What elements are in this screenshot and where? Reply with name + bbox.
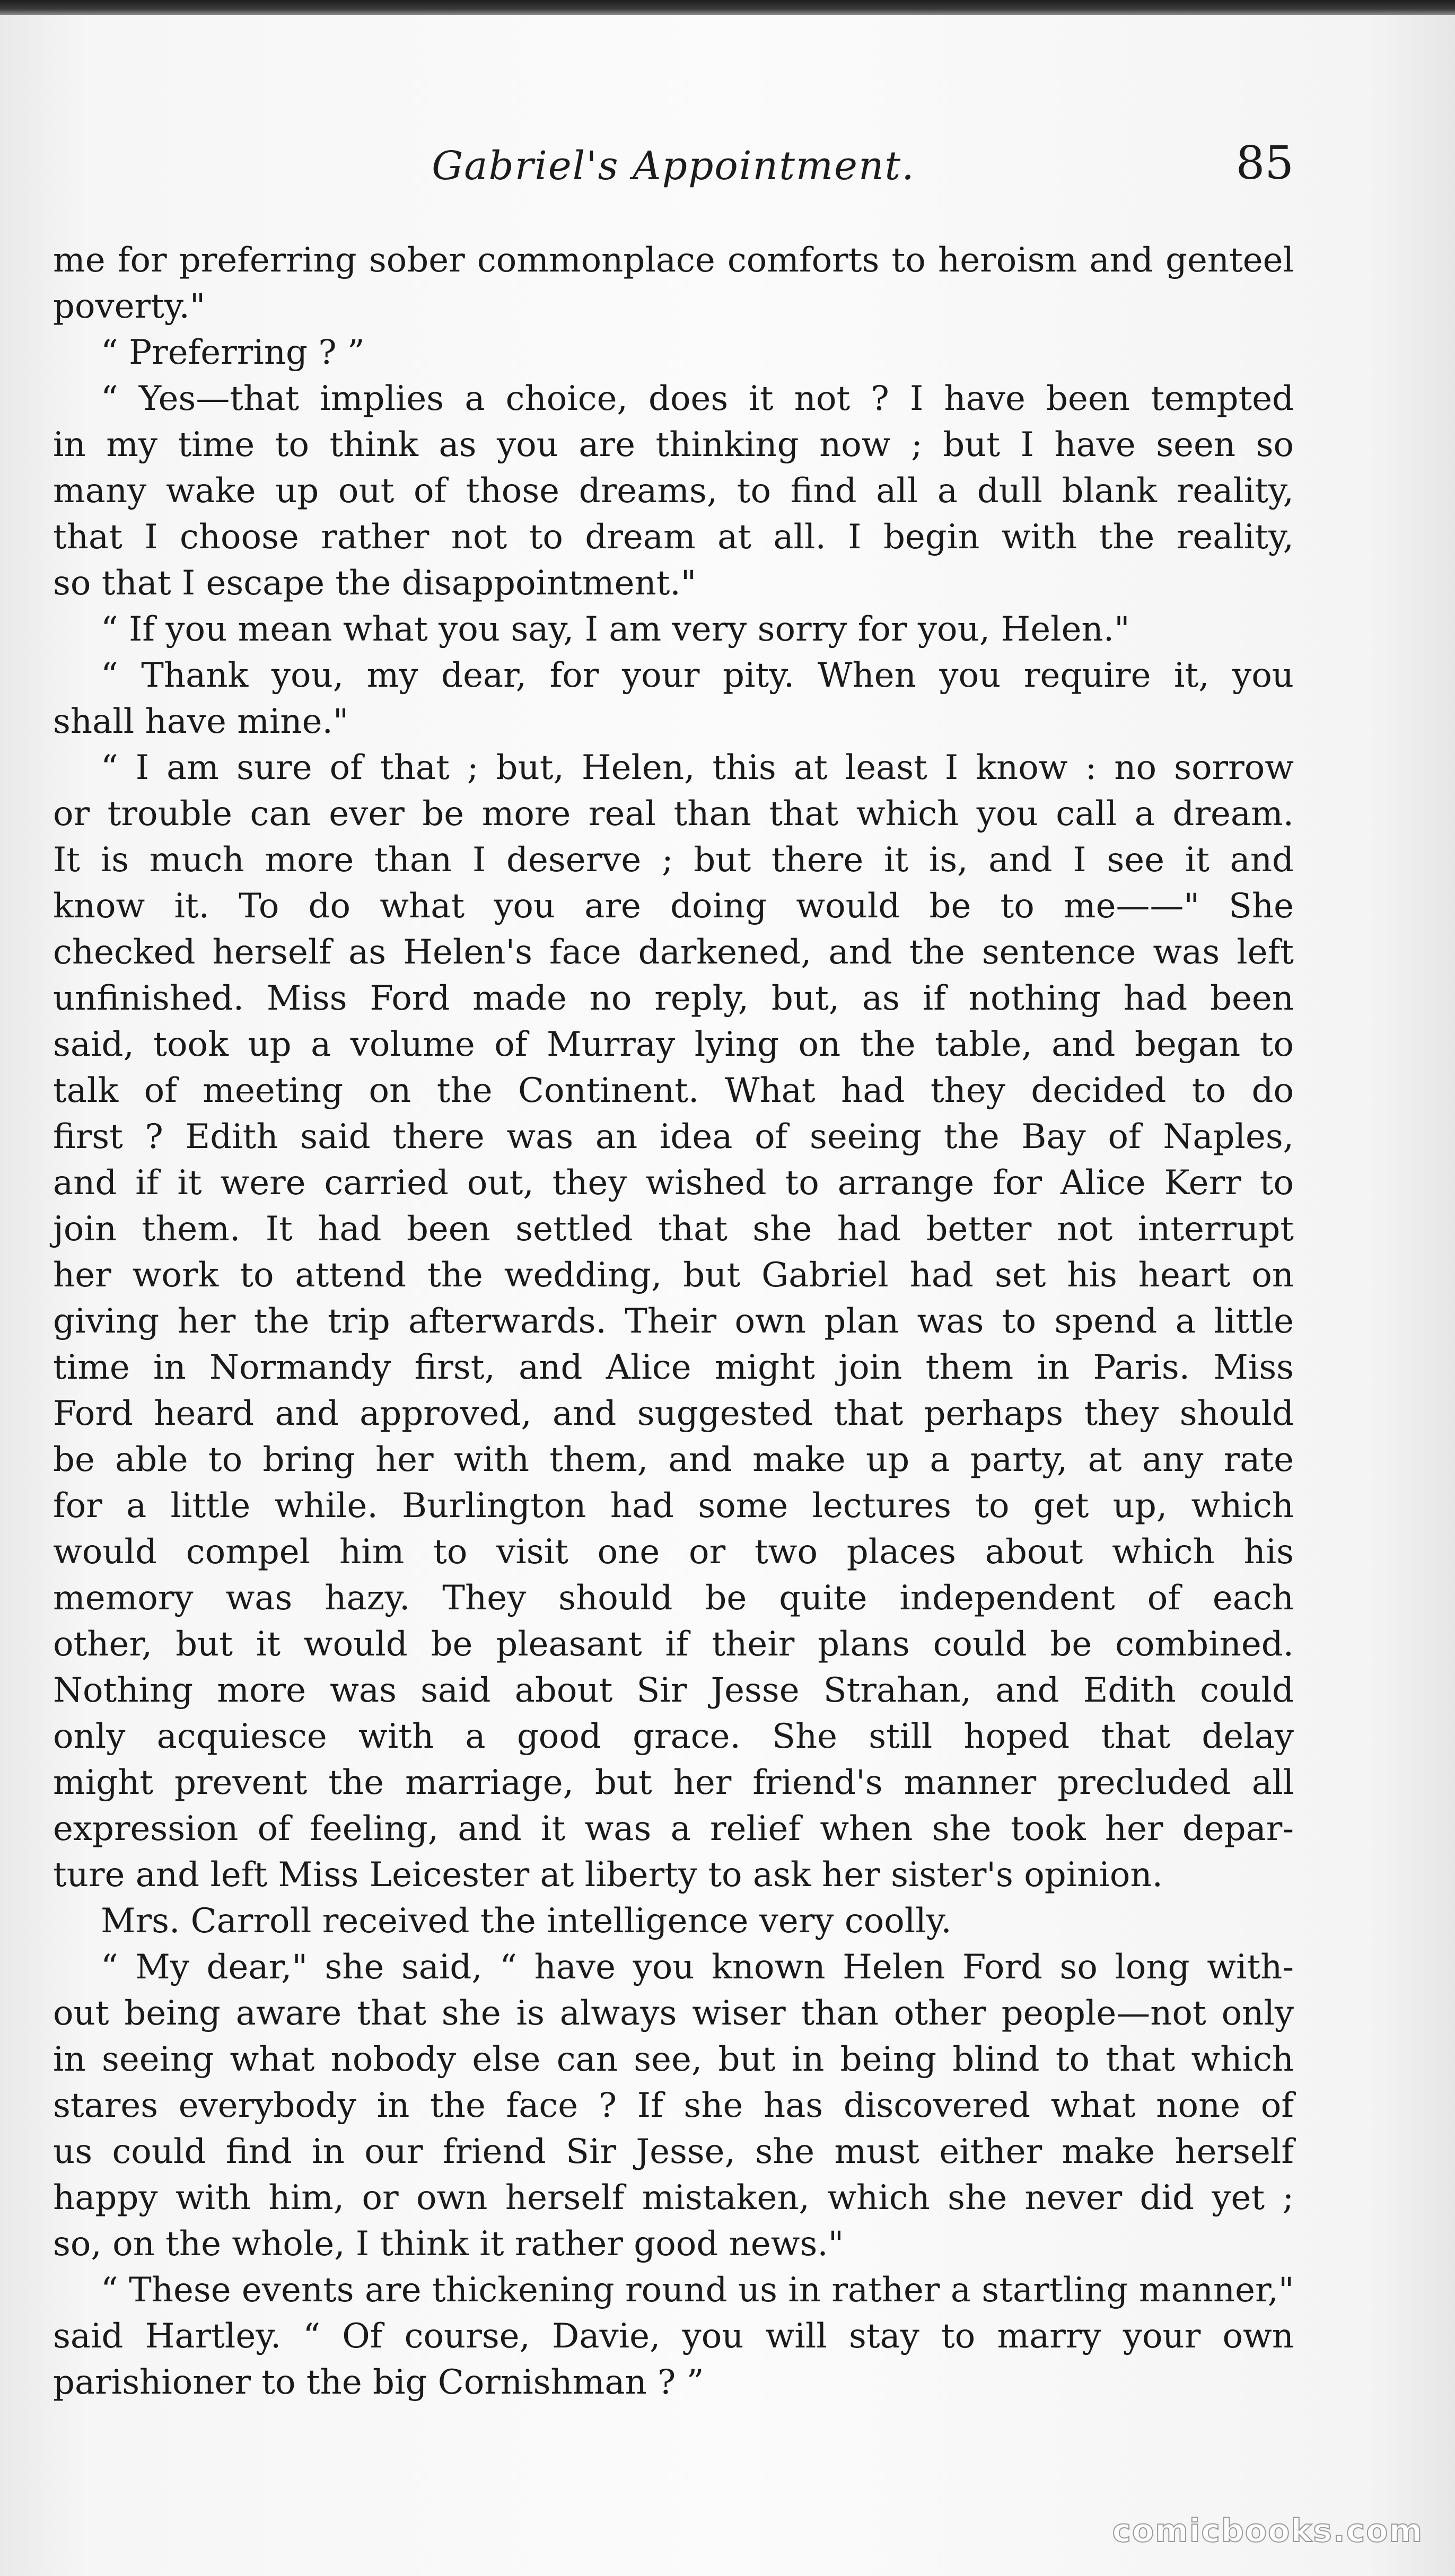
- text-line: It is much more than I deserve ; but there it is, and I see it and: [53, 840, 1294, 880]
- text-line: stares everybody in the face ? If she has discovered what none of: [53, 2086, 1294, 2125]
- text-line: Mrs. Carroll received the intelligence very coolly.: [101, 1902, 952, 1941]
- text-line: checked herself as Helen's face darkened, and the sentence was left: [53, 933, 1294, 972]
- page-top-edge: [0, 0, 1455, 15]
- text-line: know it. To do what you are doing would be to me——" She: [53, 887, 1294, 926]
- text-line: other, but it would be pleasant if their plans could be combined.: [53, 1625, 1294, 1664]
- text-line: talk of meeting on the Continent. What had they decided to do: [53, 1071, 1294, 1110]
- text-line: expression of feeling, and it was a relief when she took her depar-: [53, 1809, 1294, 1848]
- text-line: said Hartley. “ Of course, Davie, you will stay to marry your own: [53, 2317, 1294, 2356]
- text-line: be able to bring her with them, and make up a party, at any rate: [53, 1440, 1294, 1479]
- text-line: “ My dear," she said, “ have you known Helen Ford so long with-: [101, 1948, 1294, 1987]
- text-line: out being aware that she is always wiser than other people—not only: [53, 1994, 1294, 2033]
- text-line: me for preferring sober commonplace comforts to heroism and genteel: [53, 241, 1294, 280]
- text-line: happy with him, or own herself mistaken, which she never did yet ;: [53, 2178, 1294, 2218]
- text-line: us could find in our friend Sir Jesse, she must either make herself: [53, 2132, 1294, 2171]
- text-line: “ These events are thickening round us in rather a startling manner,": [101, 2271, 1294, 2310]
- text-line: unfinished. Miss Ford made no reply, but, as if nothing had been: [53, 979, 1294, 1018]
- text-line: poverty.": [53, 287, 206, 326]
- text-line: many wake up out of those dreams, to find all a dull blank reality,: [53, 471, 1294, 511]
- text-line: parishioner to the big Cornishman ? ”: [53, 2363, 704, 2402]
- page-number: 85: [1235, 137, 1294, 190]
- text-line: “ I am sure of that ; but, Helen, this at least I know : no sorrow: [101, 748, 1294, 787]
- text-line: Nothing more was said about Sir Jesse Strahan, and Edith could: [53, 1671, 1294, 1710]
- text-line: shall have mine.": [53, 702, 349, 741]
- text-line: memory was hazy. They should be quite independent of each: [53, 1579, 1294, 1618]
- text-line: join them. It had been settled that she had better not interrupt: [53, 1210, 1294, 1249]
- watermark: comicbooks.com: [1112, 2512, 1423, 2549]
- text-line: her work to attend the wedding, but Gabriel had set his heart on: [53, 1256, 1294, 1295]
- text-line: and if it were carried out, they wished to arrange for Alice Kerr to: [53, 1163, 1294, 1203]
- text-line: “ Thank you, my dear, for your pity. When you require it, you: [101, 656, 1294, 695]
- text-line: so, on the whole, I think it rather good news.": [53, 2224, 844, 2264]
- text-line: so that I escape the disappointment.": [53, 564, 697, 603]
- text-line: “ If you mean what you say, I am very sorry for you, Helen.": [101, 610, 1130, 649]
- page-header: [53, 137, 1294, 217]
- text-line: in seeing what nobody else can see, but in being blind to that which: [53, 2040, 1294, 2079]
- text-line: for a little while. Burlington had some lectures to get up, which: [53, 1486, 1294, 1526]
- running-title: Gabriel's Appointment.: [432, 143, 915, 189]
- text-line: that I choose rather not to dream at all. I begin with the reality,: [53, 518, 1294, 557]
- text-line: Ford heard and approved, and suggested that perhaps they should: [53, 1394, 1294, 1433]
- text-line: in my time to think as you are thinking now ; but I have seen so: [53, 425, 1294, 465]
- text-line: might prevent the marriage, but her friend's manner precluded all: [53, 1763, 1294, 1802]
- text-line: ture and left Miss Leicester at liberty to ask her sister's opinion.: [53, 1855, 1163, 1895]
- text-line: only acquiesce with a good grace. She still hoped that delay: [53, 1717, 1294, 1756]
- text-line: “ Yes—that implies a choice, does it not ? I have been tempted: [101, 379, 1294, 418]
- body-text: [53, 238, 1294, 2406]
- text-line: said, took up a volume of Murray lying on the table, and began to: [53, 1025, 1294, 1064]
- text-line: “ Preferring ? ”: [101, 333, 365, 372]
- text-line: would compel him to visit one or two places about which his: [53, 1532, 1294, 1572]
- text-line: time in Normandy first, and Alice might join them in Paris. Miss: [53, 1348, 1294, 1387]
- text-line: or trouble can ever be more real than that which you call a dream.: [53, 794, 1294, 834]
- text-line: giving her the trip afterwards. Their own plan was to spend a little: [53, 1302, 1294, 1341]
- text-line: first ? Edith said there was an idea of seeing the Bay of Naples,: [53, 1117, 1294, 1156]
